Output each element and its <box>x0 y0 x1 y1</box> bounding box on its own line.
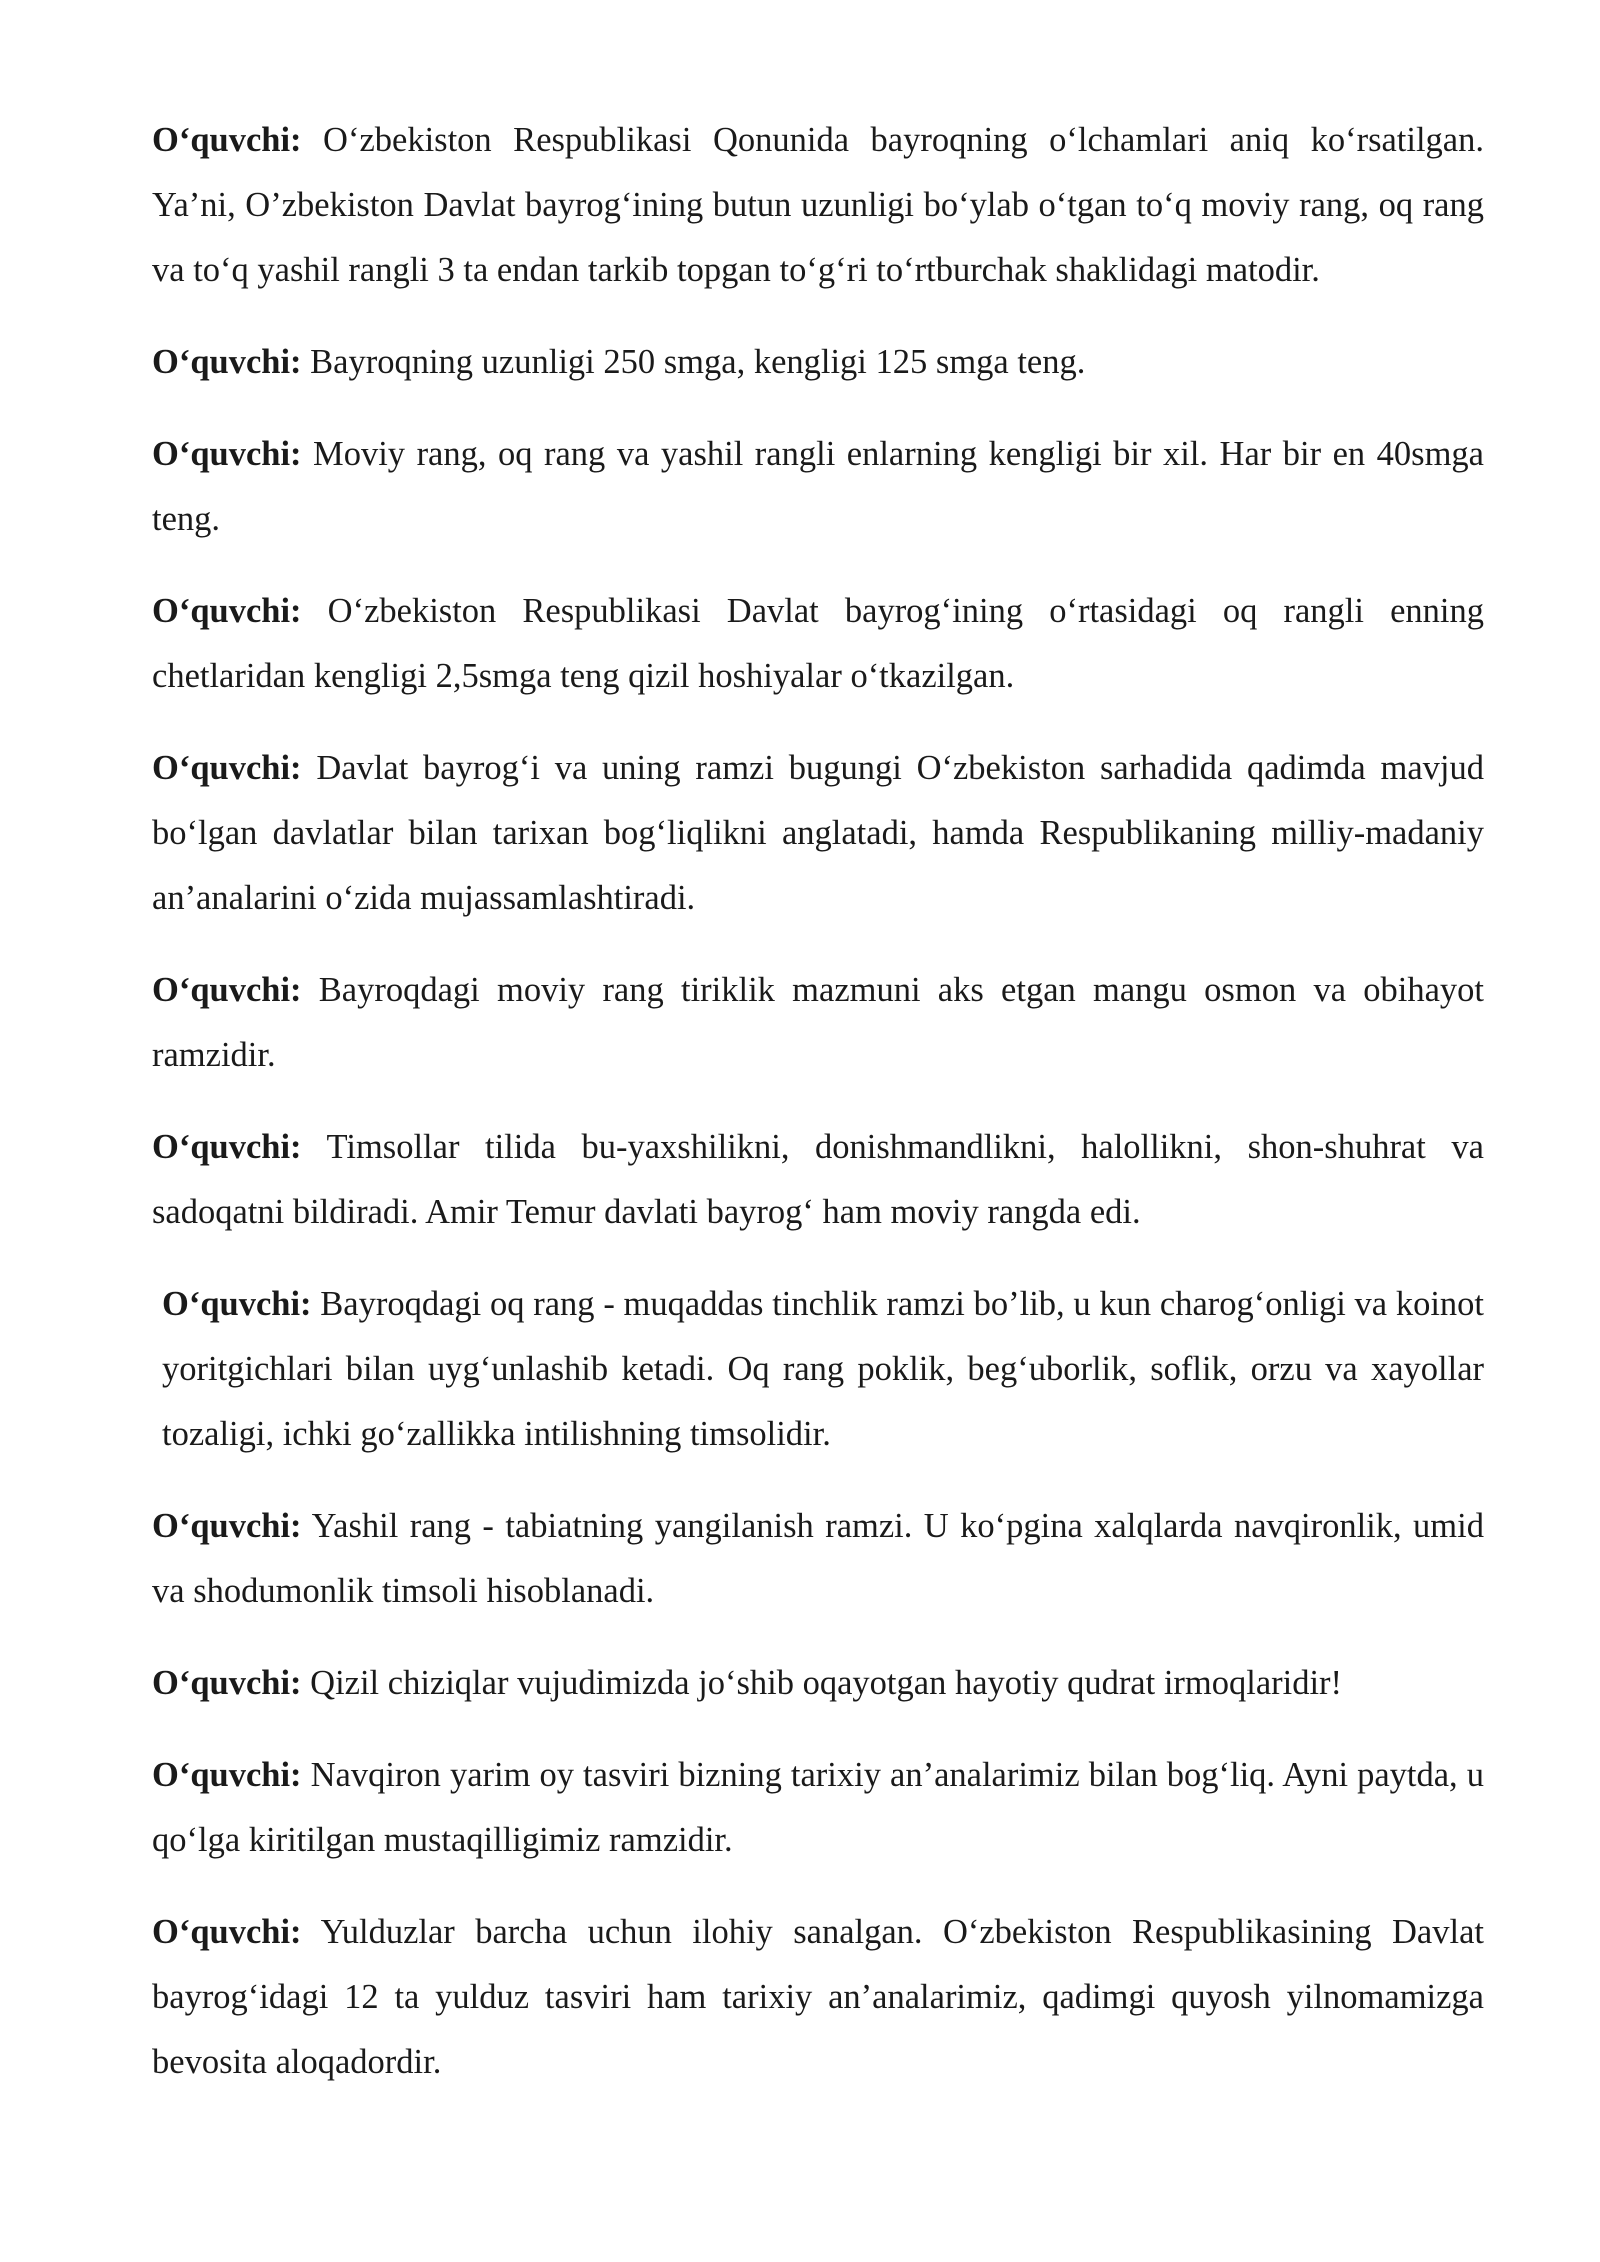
speaker-label: O‘quvchi: <box>152 1507 302 1545</box>
speaker-label: O‘quvchi: <box>162 1285 312 1323</box>
paragraph-text: O‘zbekiston Respublikasi Davlat bayrog‘ining o‘rtasidagi oq rangli enning chetlaridan kengligi 2,5smga teng qizil hoshiyalar o‘tkazilgan. <box>152 592 1485 695</box>
paragraph-text: Bayroqdagi oq rang - muqaddas tinchlik ramzi bo’lib, u kun charog‘onligi va koinot yoritgichlari bilan uyg‘unlashib ketadi. Oq rang poklik, beg‘uborlik, soflik, orzu va xayollar tozaligi, ichki go‘zallikka intilishning timsolidir. <box>162 1285 1485 1453</box>
paragraph-1 <box>152 108 1484 303</box>
speaker-label: O‘quvchi: <box>152 1128 302 1166</box>
speaker-label: O‘quvchi: <box>152 971 302 1009</box>
paragraph-text: Yashil rang - tabiatning yangilanish ramzi. U ko‘pgina xalqlarda navqironlik, umid va shodumonlik timsoli hisoblanadi. <box>152 1507 1484 1610</box>
paragraph-text: Bayroqning uzunligi 250 smga, kengligi 125 smga teng. <box>310 343 1086 381</box>
speaker-label: O‘quvchi: <box>152 1664 302 1702</box>
paragraph-5 <box>152 736 1484 931</box>
speaker-label: O‘quvchi: <box>152 749 302 787</box>
speaker-label: O‘quvchi: <box>152 343 302 381</box>
paragraph-2 <box>152 330 1484 395</box>
paragraph-text: Qizil chiziqlar vujudimizda jo‘shib oqayotgan hayotiy qudrat irmoqlaridir! <box>310 1664 1343 1702</box>
speaker-label: O‘quvchi: <box>152 1756 302 1794</box>
paragraph-12 <box>152 1900 1484 2095</box>
speaker-label: O‘quvchi: <box>152 592 302 630</box>
paragraph-6 <box>152 958 1484 1088</box>
paragraph-10 <box>152 1651 1484 1716</box>
speaker-label: O‘quvchi: <box>152 1913 302 1951</box>
speaker-label: O‘quvchi: <box>152 121 302 159</box>
speaker-label: O‘quvchi: <box>152 435 302 473</box>
paragraph-text: Yulduzlar barcha uchun ilohiy sanalgan. O‘zbekiston Respublikasining Davlat bayrog‘idagi 12 ta yulduz tasviri ham tarixiy an’analarimiz, qadimgi quyosh yilnomamizga bevosita aloqadordir. <box>152 1913 1484 2081</box>
paragraph-text: Timsollar tilida bu-yaxshilikni, donishmandlikni, halollikni, shon-shuhrat va sadoqatni bildiradi. Amir Temur davlati bayrog‘ ham moviy rangda edi. <box>152 1128 1484 1231</box>
paragraph-8 <box>152 1272 1484 1467</box>
document-page <box>152 108 1484 2122</box>
paragraph-4 <box>152 579 1484 709</box>
paragraph-text: O‘zbekiston Respublikasi Qonunida bayroqning o‘lchamlari aniq ko‘rsatilgan. Ya’ni, O’zbekiston Davlat bayrog‘ining butun uzunligi bo‘ylab o‘tgan to‘q moviy rang, oq rang va to‘q yashil rangli 3 ta endan tarkib topgan to‘g‘ri to‘rtburchak shaklidagi matodir. <box>152 121 1484 289</box>
paragraph-9 <box>152 1494 1484 1624</box>
paragraph-text: Davlat bayrog‘i va uning ramzi bugungi O‘zbekiston sarhadida qadimda mavjud bo‘lgan davlatlar bilan tarixan bog‘liqlikni anglatadi, hamda Respublikaning milliy-madaniy an’analarini o‘zida mujassamlashtiradi. <box>152 749 1484 917</box>
paragraph-3 <box>152 422 1484 552</box>
paragraph-text: Bayroqdagi moviy rang tiriklik mazmuni aks etgan mangu osmon va obihayot ramzidir. <box>152 971 1485 1074</box>
paragraph-11 <box>152 1743 1484 1873</box>
paragraph-text: Navqiron yarim oy tasviri bizning tarixiy an’analarimiz bilan bog‘liq. Ayni paytda, u qo‘lga kiritilgan mustaqilligimiz ramzidir. <box>152 1756 1484 1859</box>
paragraph-text: Moviy rang, oq rang va yashil rangli enlarning kengligi bir xil. Har bir en 40smga teng. <box>152 435 1484 538</box>
paragraph-7 <box>152 1115 1484 1245</box>
